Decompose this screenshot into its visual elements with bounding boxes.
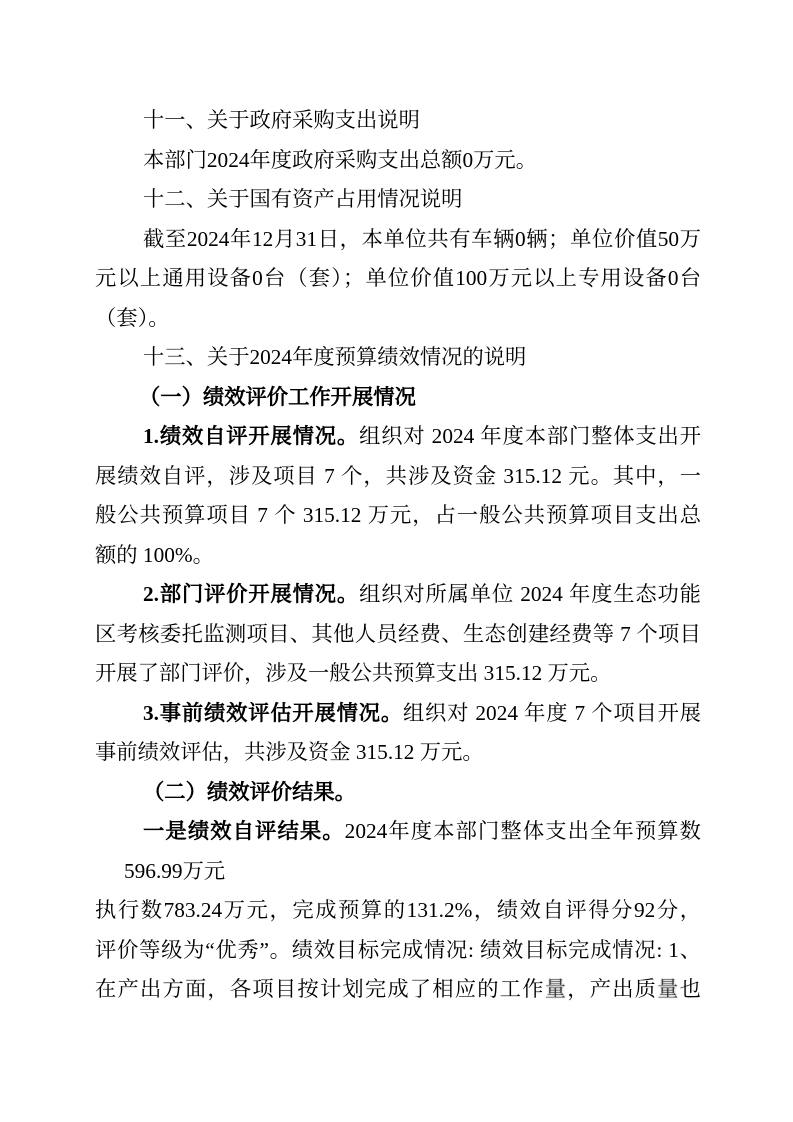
text-segment: 额的 100%。 (95, 542, 214, 567)
text-segment: 执行数783.24万元，完成预算的131.2%，绩效自评得分92分， (95, 898, 701, 922)
text-line (95, 575, 701, 615)
text-segment: 般公共预算项目 7 个 315.12 万元，占一般公共预算项目支出总 (95, 503, 701, 527)
text-segment: 区考核委托监测项目、其他人员经费、生态创建经费 (95, 621, 593, 646)
text-segment: 组织对所属单位 2024 年度 (359, 582, 614, 606)
text-segment: （套）。 (95, 305, 170, 330)
text-line (95, 101, 701, 141)
document-text (95, 101, 701, 1010)
text-line (95, 220, 701, 260)
text-segment: 事前绩效评估，共涉及资金 315.12 万元。 (95, 740, 484, 764)
text-segment: 生态功能 (613, 582, 701, 606)
text-segment: 组织对 2024 年度 7 个项目开展 (402, 700, 701, 725)
text-line (95, 812, 701, 852)
text-segment: 1.绩效自评开展情况。 (143, 424, 360, 448)
text-segment: 组织对 2024 年度本部门整体支出开 (359, 424, 701, 448)
text-line (95, 536, 701, 576)
text-line (95, 891, 701, 931)
text-segment: 量 (657, 977, 680, 1001)
text-line (95, 852, 701, 892)
text-line (95, 338, 701, 378)
text-segment: 展绩效自评，涉及项目 7 个，共涉及资金 315.12 元。其中，一 (95, 463, 701, 488)
text-line (95, 417, 701, 457)
text-line (95, 378, 701, 418)
text-segment: 596.99万元 (124, 858, 226, 883)
text-line (95, 180, 701, 220)
text-segment: 等 7 个项目 (592, 621, 701, 646)
text-line (95, 654, 701, 694)
text-segment: 截至2024年12月31日，本单位共有车辆0辆；单位价值50万 (143, 226, 701, 251)
text-line (95, 141, 701, 181)
text-segment: 3.事前绩效评估开展情况。 (143, 700, 403, 725)
text-segment: 元以上通用设备0台（套）；单位价值100万元以上专用设备0台 (95, 266, 701, 290)
text-segment: 评价等级为“优秀”。绩效目标完成情况: 绩效目标完成情况: 1、 (95, 937, 701, 962)
text-segment: 十一、关于政府采购支出说明 (143, 108, 420, 132)
text-line (95, 496, 701, 536)
text-segment: 十二、关于国有资产占用情况说明 (143, 187, 463, 211)
text-line (95, 259, 701, 299)
text-segment: 本部门2024年度政府采购支出总额0万元。 (143, 147, 537, 172)
text-line (95, 457, 701, 497)
text-line (95, 299, 701, 339)
text-segment: （二）绩效评价结果。 (143, 779, 356, 804)
text-line (95, 694, 701, 734)
text-line (95, 970, 701, 1010)
text-segment: 2024年度本部门整体支出全年预算数 (344, 819, 701, 843)
text-segment: 也 (679, 977, 701, 1001)
text-line (95, 931, 701, 971)
text-line (95, 615, 701, 655)
text-segment: 开展了部门评价，涉及一般公共预算支出 315.12 万元。 (95, 661, 612, 685)
text-line (95, 733, 701, 773)
text-segment: （一）绩效评价工作开展情况 (139, 384, 416, 409)
text-segment: 十三、关于2024年度预算绩效情况的说明 (143, 345, 527, 369)
text-segment: 一是绩效自评结果。 (143, 819, 345, 843)
text-segment: 2.部门评价开展情况。 (143, 582, 360, 606)
text-line (95, 773, 701, 813)
text-segment: 在产出方面，各项目按计划完成了相应的工作 (95, 977, 545, 1001)
text-segment: 量 (544, 977, 568, 1001)
text-segment: ，产出质 (567, 977, 658, 1001)
